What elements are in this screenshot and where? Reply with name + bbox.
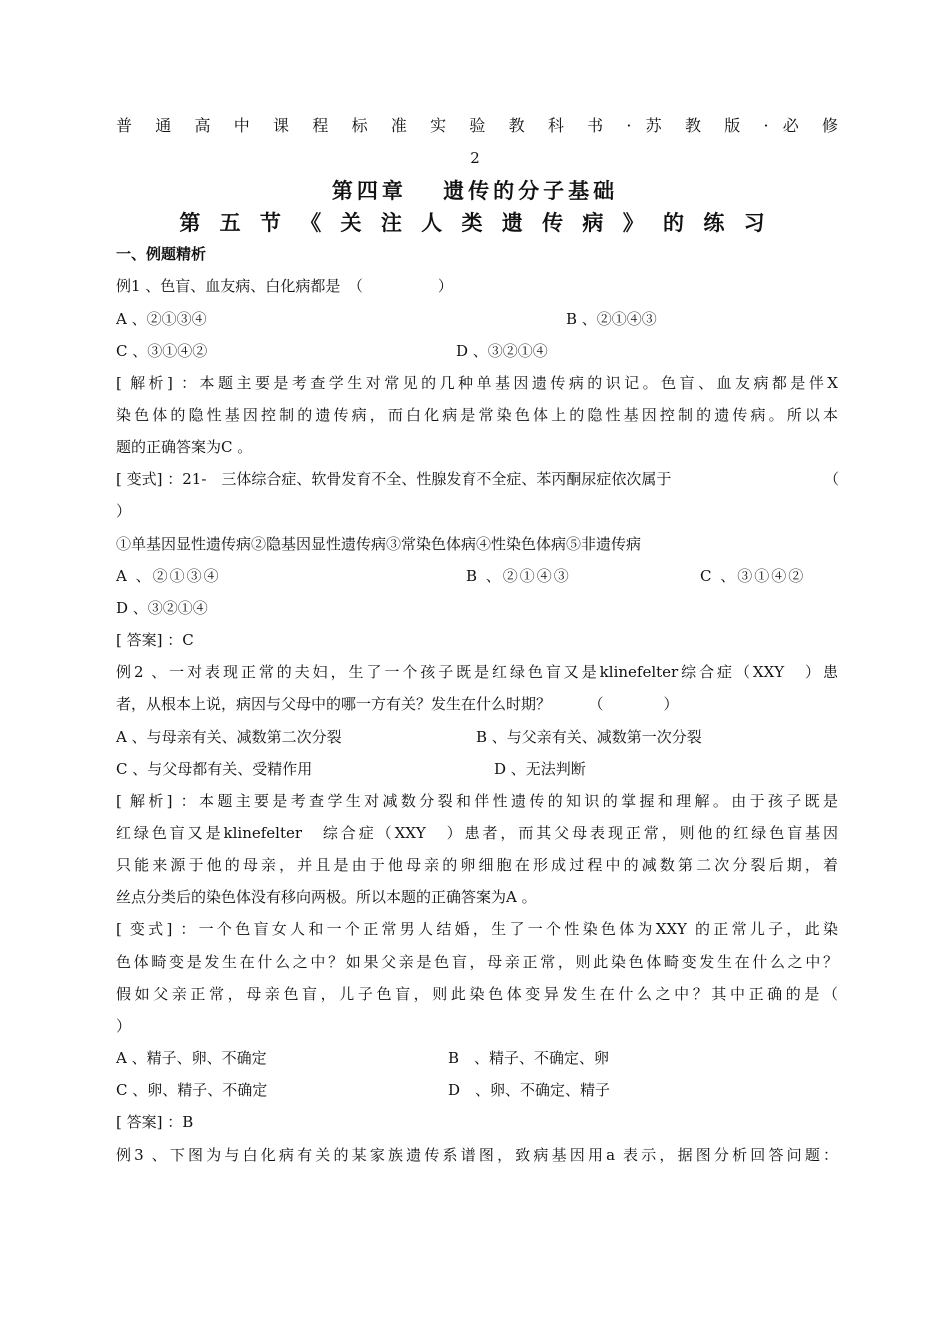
example2-option-a: A 、与母亲有关、减数第二次分裂	[116, 728, 342, 746]
example3-question-line1: 例3 、下图为与白化病有关的某家族遗传系谱图，致病基因用a 表示，据图分析回答问题：	[116, 1146, 838, 1164]
example1-analysis-line1: [ 解析] ：本题主要是考查学生对常见的几种单基因遗传病的识记。色盲、血友病都是伴X	[116, 374, 838, 392]
example1-variant-option-c: C 、③①④②	[700, 567, 806, 585]
textbook-volume-number: 2	[470, 149, 480, 167]
example2-option-d: D 、无法判断	[494, 760, 586, 778]
example2-variant-option-b: B 、精子、不确定、卵	[448, 1049, 610, 1067]
example2-question-line2: 者，从根本上说，病因与父母中的哪一方有关？发生在什么时期？ （ ）	[116, 695, 679, 713]
example2-variant-line3: 假如父亲正常，母亲色盲，儿子色盲，则此染色体变异发生在什么之中？其中正确的是（	[116, 985, 838, 1003]
example1-variant-line1: [ 变式] ：21- 三体综合症、软骨发育不全、性腺发育不全症、苯丙酮尿症依次属于	[116, 470, 672, 488]
example2-option-c: C 、与父母都有关、受精作用	[116, 760, 313, 778]
example2-variant-line1: [ 变式] ：一个色盲女人和一个正常男人结婚，生了一个性染色体为XXY 的正常儿子，此染	[116, 920, 838, 938]
example2-analysis-line4: 丝点分类后的染色体没有移向两极。所以本题的正确答案为A 。	[116, 888, 537, 906]
example2-answer: [ 答案] ：B	[116, 1113, 194, 1131]
example2-question-line1: 例2 、一对表现正常的夫妇，生了一个孩子既是红绿色盲又是klinefelter综合症（XXY ）患	[116, 663, 838, 681]
example2-variant-option-a: A 、精子、卵、不确定	[116, 1049, 267, 1067]
example2-variant-option-d: D 、卵、不确定、精子	[448, 1081, 611, 1099]
chapter-title: 第四章 遗传的分子基础	[331, 179, 619, 203]
example2-option-b: B 、与父亲有关、减数第一次分裂	[476, 728, 702, 746]
section-title: 第 五 节 《 关 注 人 类 遗 传 病 》 的 练 习	[179, 211, 771, 235]
example1-variant-choices: ①单基因显性遗传病②隐基因显性遗传病③常染色体病④性染色体病⑤非遗传病	[116, 535, 642, 553]
example1-variant-option-d: D 、③②①④	[116, 599, 208, 617]
example1-variant-option-b: B 、②①④③	[466, 567, 571, 585]
example1-option-b: B 、②①④③	[566, 310, 657, 328]
example1-variant-option-a: A 、②①③④	[116, 567, 221, 585]
example1-option-c: C 、③①④②	[116, 342, 208, 360]
example2-variant-line2: 色体畸变是发生在什么之中？如果父亲是色盲，母亲正常，则此染色体畸变发生在什么之中？	[116, 953, 838, 971]
example1-question: 例1 、色盲、血友病、白化病都是 （ ）	[116, 277, 453, 295]
example1-variant-line2: ）	[116, 502, 132, 520]
example1-analysis-line3: 题的正确答案为C 。	[116, 438, 253, 456]
example2-analysis-line1: [ 解析] ：本题主要是考查学生对减数分裂和伴性遗传的知识的掌握和理解。由于孩子既是	[116, 792, 838, 810]
example1-variant-open-paren: （	[824, 470, 840, 488]
textbook-series-header: 普 通 高 中 课 程 标 准 实 验 教 科 书 · 苏 教 版 · 必 修	[116, 116, 838, 135]
example2-variant-option-c: C 、卵、精子、不确定	[116, 1081, 268, 1099]
example2-variant-line4: ）	[116, 1017, 132, 1035]
example1-answer: [ 答案] ：C	[116, 631, 194, 649]
example1-option-d: D 、③②①④	[456, 342, 548, 360]
example2-analysis-line2: 红绿色盲又是klinefelter 综合症（XXY ）患者，而其父母表现正常，则他的红绿色盲基因	[116, 824, 838, 842]
example2-analysis-line3: 只能来源于他的母亲，并且是由于他母亲的卵细胞在形成过程中的减数第二次分裂后期，着	[116, 856, 838, 874]
example1-option-a: A 、②①③④	[116, 310, 207, 328]
part-heading: 一、例题精析	[116, 245, 207, 263]
example1-analysis-line2: 染色体的隐性基因控制的遗传病，而白化病是常染色体上的隐性基因控制的遗传病。所以本	[116, 406, 838, 424]
